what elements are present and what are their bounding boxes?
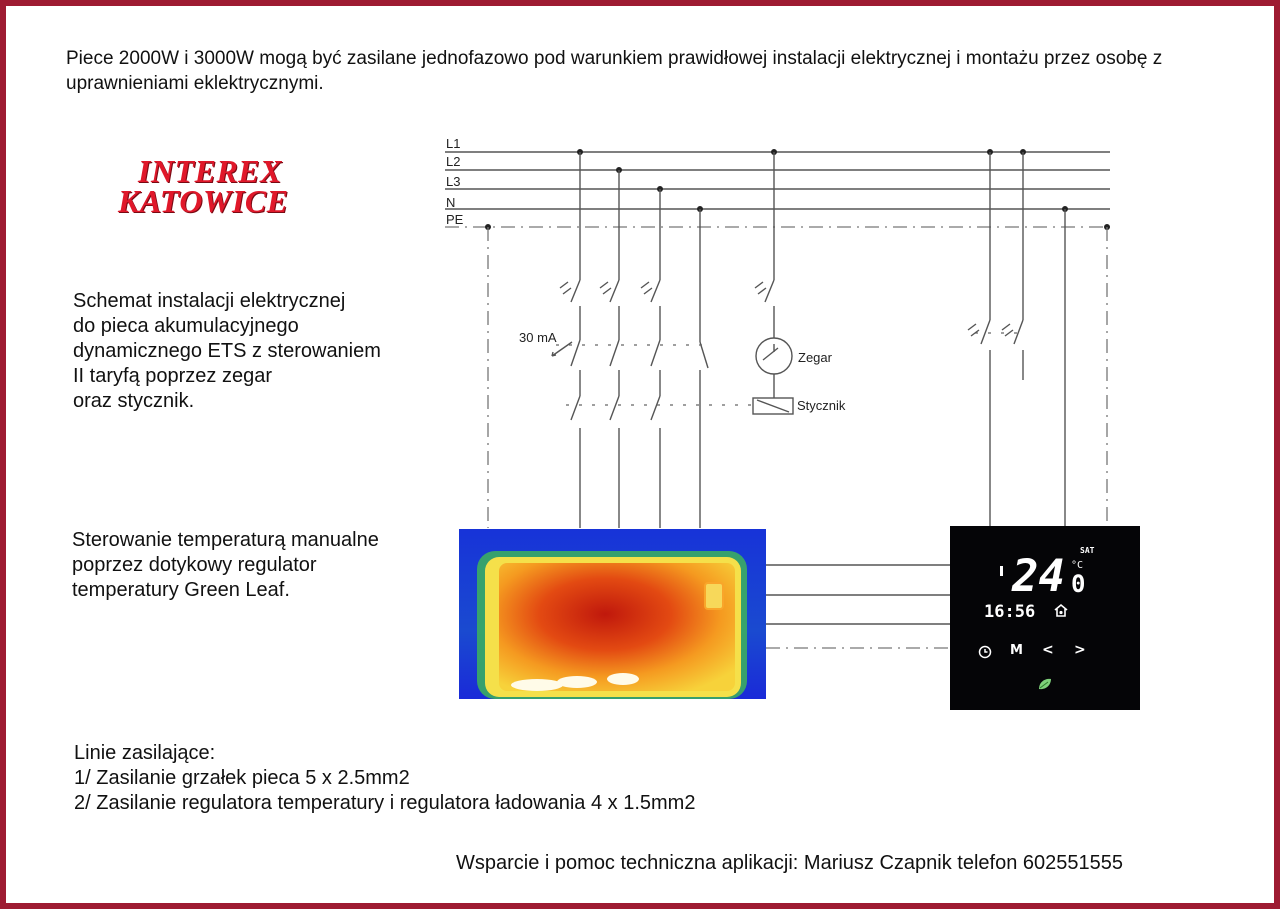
- control-line: temperatury Green Leaf.: [72, 579, 290, 601]
- regulator-breaker-contact: [1014, 320, 1023, 344]
- header-notice: Piece 2000W i 3000W mogą być zasilane jednofazowo pod warunkiem prawidłowej instalacji elektrycznej i montażu przez osobę z uprawnieniami eklektrycznymi.: [66, 48, 1163, 94]
- bus-label-pe: PE: [446, 212, 464, 227]
- contactor-label: Stycznik: [797, 398, 846, 413]
- oven-thermal-image: [459, 529, 766, 699]
- supply-item: 2/ Zasilanie regulatora temperatury i regulatora ładowania 4 x 1.5mm2: [74, 792, 696, 814]
- supply-heading: Linie zasilające:: [74, 742, 216, 764]
- contactor-contact: [610, 396, 619, 420]
- clock-label: Zegar: [798, 350, 832, 365]
- control-line: Sterowanie temperaturą manualne: [72, 529, 379, 551]
- leaf-icon: [1037, 676, 1053, 695]
- decrease-button[interactable]: <: [1042, 642, 1054, 658]
- regulator-breaker-marks: [968, 324, 1013, 336]
- scheme-line: oraz stycznik.: [73, 390, 195, 412]
- support-contact: Wsparcie i pomoc techniczna aplikacji: Mariusz Czapnik telefon 602551555: [456, 852, 1124, 874]
- rcd-contact: [610, 340, 619, 366]
- bus-labels: [446, 136, 464, 227]
- clock-icon: [978, 645, 992, 659]
- oven-thermal-graphic: [459, 529, 766, 699]
- rcd-contact: [651, 340, 660, 366]
- control-line: poprzez dotykowy regulator: [72, 554, 317, 576]
- temperature-main: 24: [1012, 551, 1065, 602]
- clock-symbol: [756, 338, 792, 374]
- green-leaf-thermostat[interactable]: [950, 526, 1140, 710]
- contactor-coil-slash: [757, 400, 789, 412]
- time-display: 16:56: [984, 602, 1036, 622]
- regulator-breaker-contact: [981, 320, 990, 344]
- increase-button[interactable]: >: [1074, 642, 1086, 658]
- logo-line-1: INTEREX: [138, 153, 282, 189]
- clock-breaker-marks: [755, 282, 766, 294]
- scheme-line: II taryfą poprzez zegar: [73, 365, 272, 387]
- breaker-marks: [560, 282, 652, 294]
- scheme-line: do pieca akumulacyjnego: [73, 315, 299, 337]
- home-icon: [1053, 602, 1069, 622]
- mode-button[interactable]: M: [1010, 643, 1023, 658]
- bus-label-l2: L2: [446, 154, 461, 169]
- scheme-line: dynamicznego ETS z sterowaniem: [73, 340, 381, 362]
- supply-item: 1/ Zasilanie grzałek pieca 5 x 2.5mm2: [74, 767, 410, 789]
- clock-breaker-contact: [765, 280, 774, 302]
- temperature-unit: °C: [1071, 560, 1084, 571]
- bus-bars: [445, 152, 1110, 227]
- logo-line-2: KATOWICE: [118, 183, 289, 219]
- n-rcd-contact: [700, 342, 708, 368]
- contactor-contact: [651, 396, 660, 420]
- scheme-line: Schemat instalacji elektrycznej: [73, 290, 346, 312]
- breaker-contact: [571, 280, 580, 302]
- contactor-contact: [571, 396, 580, 420]
- bus-label-l1: L1: [446, 136, 461, 151]
- clock-hands: [763, 344, 778, 360]
- breaker-contact: [651, 280, 660, 302]
- day-label: SAT: [1080, 546, 1095, 555]
- temperature-decimal: 0: [1071, 570, 1086, 598]
- bus-label-n: N: [446, 195, 456, 210]
- rcd-label: 30 mA: [519, 330, 557, 345]
- rcd-contact: [571, 340, 580, 366]
- signal-mark: [1000, 566, 1003, 576]
- breaker-contact: [610, 280, 619, 302]
- bus-label-l3: L3: [446, 174, 461, 189]
- clock-button[interactable]: [978, 644, 992, 663]
